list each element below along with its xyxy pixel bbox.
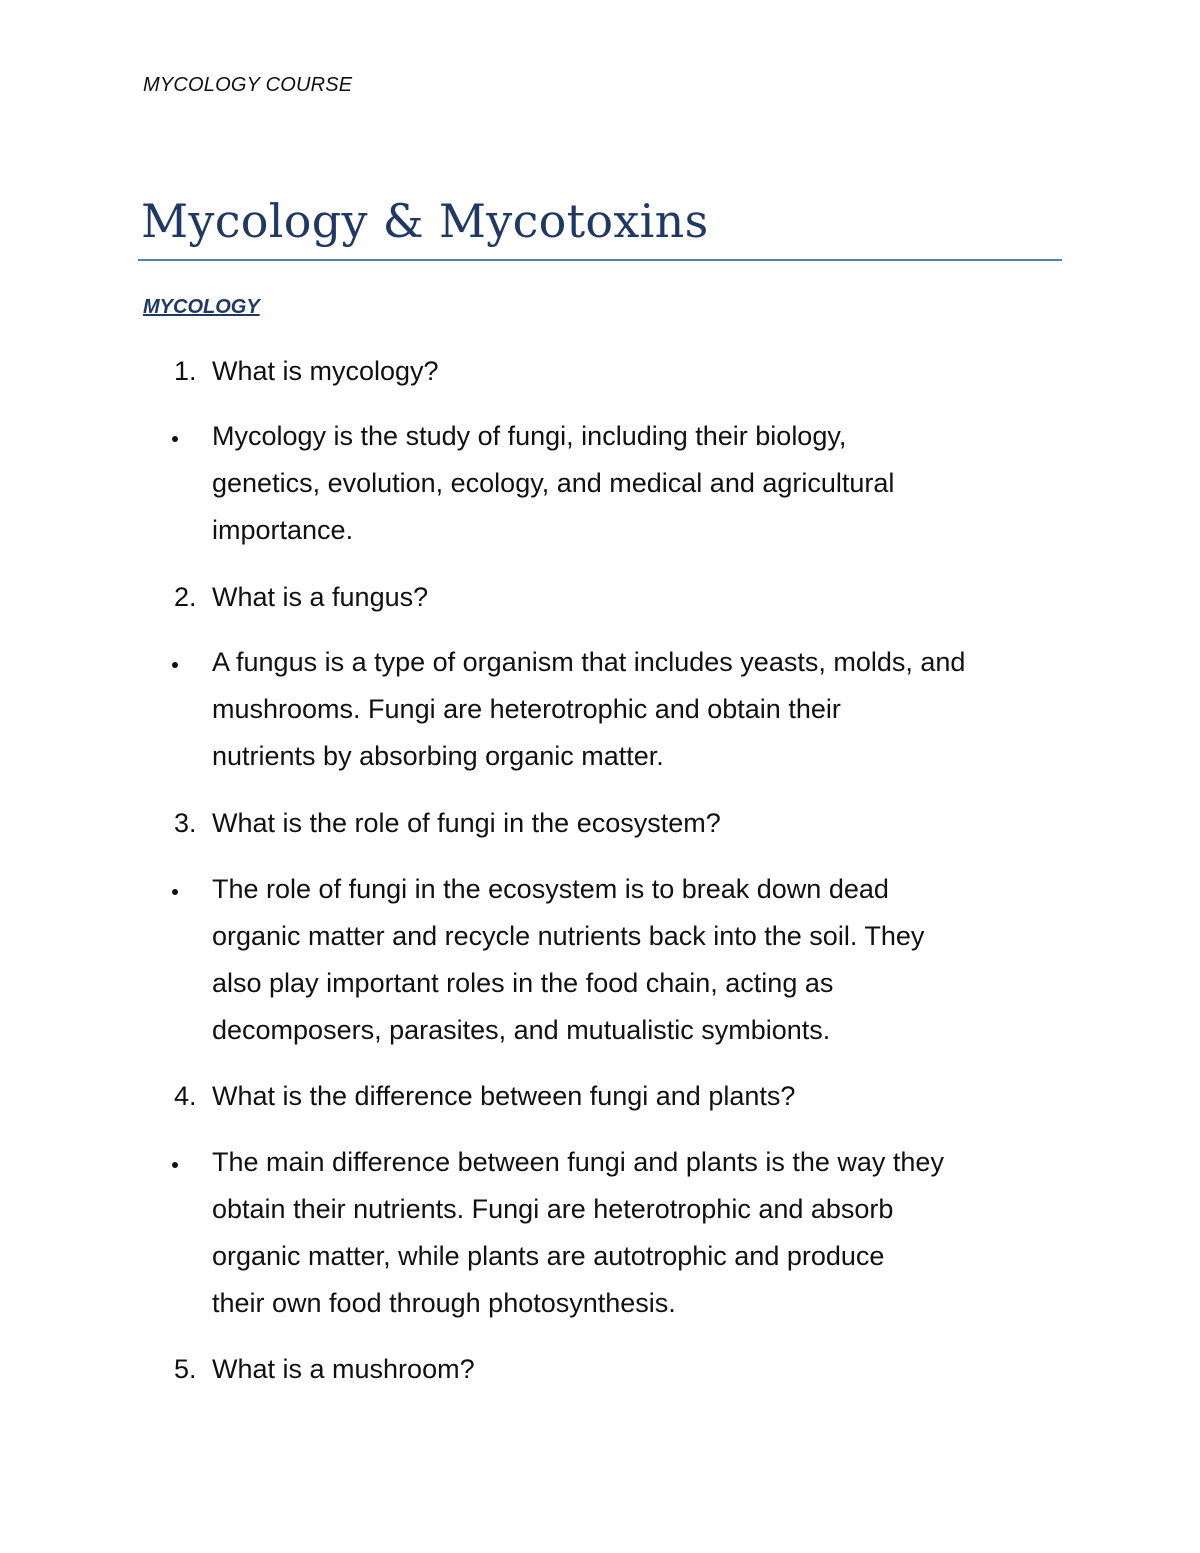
question-number: 1.: [174, 356, 197, 386]
bullet-icon: [172, 436, 178, 442]
page-title: Mycology & Mycotoxins: [141, 194, 709, 248]
question-number: 4.: [174, 1081, 197, 1111]
question-text: What is a fungus?: [212, 582, 429, 612]
answer-text: The role of fungi in the ecosystem is to break down dead organic matter and recycle nutrients back into the soil. They also play important roles in the food chain, acting as decomposers, parasites, and mutualistic symbionts.: [212, 874, 925, 1045]
question-number: 5.: [174, 1354, 197, 1384]
bullet-icon: [172, 889, 178, 895]
running-header: MYCOLOGY COURSE: [143, 74, 353, 96]
title-underline-divider: [138, 259, 1062, 261]
question-text: What is the role of fungi in the ecosystem?: [212, 808, 721, 838]
question-text: What is a mushroom?: [212, 1354, 475, 1384]
question-text: What is the difference between fungi and plants?: [212, 1081, 796, 1111]
question-number: 2.: [174, 582, 197, 612]
section-heading: MYCOLOGY: [143, 296, 260, 318]
answer-text: The main difference between fungi and plants is the way they obtain their nutrients. Fungi are heterotrophic and absorb organic matter, while plants are autotrophic and produce their own food through photosynthesis.: [212, 1147, 944, 1318]
question-text: What is mycology?: [212, 356, 439, 386]
answer-text: Mycology is the study of fungi, including their biology, genetics, evolution, ecology, and medical and agricultural importance.: [212, 421, 895, 545]
question-number: 3.: [174, 808, 197, 838]
answer-text: A fungus is a type of organism that includes yeasts, molds, and mushrooms. Fungi are heterotrophic and obtain their nutrients by absorbing organic matter.: [212, 647, 966, 771]
bullet-icon: [172, 1162, 178, 1168]
bullet-icon: [172, 662, 178, 668]
